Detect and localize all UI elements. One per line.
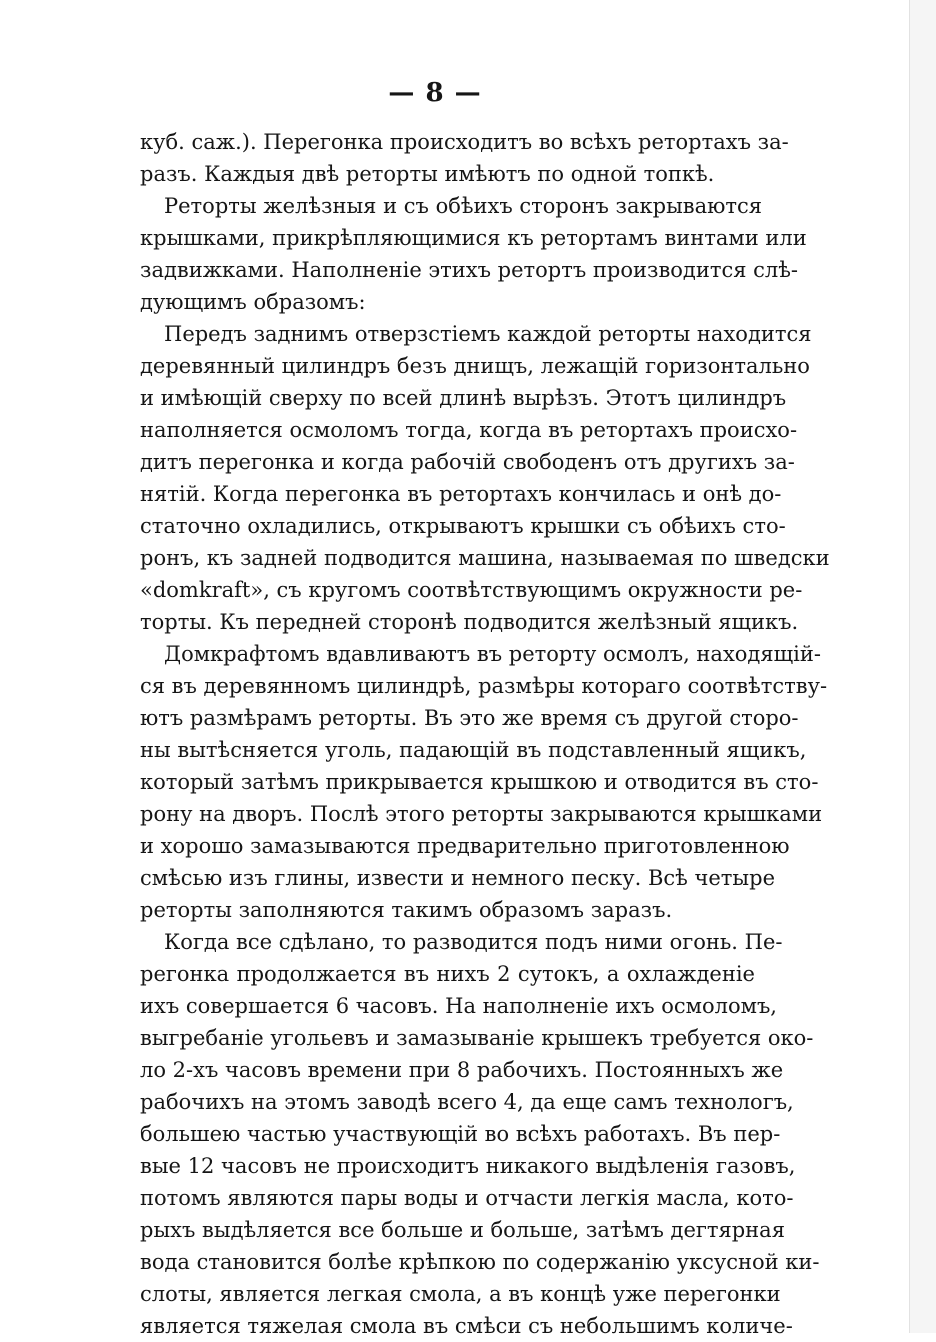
body-text [140,126,830,1342]
text-line: наполняется осмоломъ тогда, когда въ ретортахъ происхо- [140,418,798,442]
text-line: Реторты желѣзныя и съ обѣихъ сторонъ закрываются [164,194,763,218]
text-line: Домкрафтомъ вдавливаютъ въ реторту осмолъ, находящій- [164,642,821,666]
text-line: выгребаніе угольевъ и замазываніе крышекъ требуется око- [140,1026,814,1050]
text-line: ихъ совершается 6 часовъ. На наполненіе ихъ осмоломъ, [140,994,777,1018]
text-line: Когда все сдѣлано, то разводится подъ ними огонь. Пе- [164,930,783,954]
text-line: реторты заполняются такимъ образомъ заразъ. [140,898,673,922]
text-line: рыхъ выдѣляется все больше и больше, затѣмъ дегтярная [140,1218,785,1242]
text-line: деревянный цилиндръ безъ днищъ, лежащій горизонтально [140,354,810,378]
text-line: куб. саж.). Перегонка происходитъ во всѣхъ ретортахъ за- [140,130,789,154]
text-line: ло 2-хъ часовъ времени при 8 рабочихъ. Постоянныхъ же [140,1058,784,1082]
text-line: вода становится болѣе крѣпкою по содержанію уксусной ки- [140,1250,820,1274]
text-line: является тяжелая смола въ смѣси съ небольшимъ количе- [140,1314,793,1338]
text-line: рабочихъ на этомъ заводѣ всего 4, да еще самъ технологъ, [140,1090,794,1114]
text-line: слоты, является легкая смола, а въ концѣ уже перегонки [140,1282,781,1306]
text-line: ронъ, къ задней подводится машина, называемая по шведски [140,546,830,570]
text-line: и хорошо замазываются предварительно приготовленною [140,834,790,858]
text-line: статочно охладились, открываютъ крышки съ обѣихъ сто- [140,514,786,538]
text-line: потомъ являются пары воды и отчасти легкія масла, кото- [140,1186,794,1210]
text-line: разъ. Каждыя двѣ реторты имѣютъ по одной топкѣ. [140,162,715,186]
text-line: дующимъ образомъ: [140,290,366,314]
text-line: Передъ заднимъ отверзстіемъ каждой реторты находится [164,322,812,346]
text-line: большею частью участвующій во всѣхъ работахъ. Въ пер- [140,1122,781,1146]
text-line: задвижками. Наполненіе этихъ ретортъ производится слѣ- [140,258,798,282]
text-line: смѣсью изъ глины, извести и немного песку. Всѣ четыре [140,866,776,890]
text-line: дитъ перегонка и когда рабочій свободенъ отъ другихъ за- [140,450,795,474]
text-line: и имѣющій сверху по всей длинѣ вырѣзъ. Этотъ цилиндръ [140,386,787,410]
text-line: ны вытѣсняется уголь, падающій въ подставленный ящикъ, [140,738,807,762]
text-line: регонка продолжается въ нихъ 2 сутокъ, а охлажденіе [140,962,755,986]
text-line: «domkraft», съ кругомъ соотвѣтствующимъ окружности ре- [140,578,803,602]
text-line: крышками, прикрѣпляющимися къ ретортамъ винтами или [140,226,807,250]
page-number: — 8 — [388,78,482,108]
text-line: который затѣмъ прикрывается крышкою и отводится въ сто- [140,770,819,794]
text-line: вые 12 часовъ не происходитъ никакого выдѣленія газовъ, [140,1154,796,1178]
text-line: ся въ деревянномъ цилиндрѣ, размѣры котораго соотвѣтству- [140,674,828,698]
text-line: торты. Къ передней сторонѣ подводится желѣзный ящикъ. [140,610,799,634]
text-line: нятій. Когда перегонка въ ретортахъ кончилась и онѣ до- [140,482,782,506]
text-line: ютъ размѣрамъ реторты. Въ это же время съ другой сторо- [140,706,799,730]
text-line: рону на дворъ. Послѣ этого реторты закрываются крышками [140,802,823,826]
